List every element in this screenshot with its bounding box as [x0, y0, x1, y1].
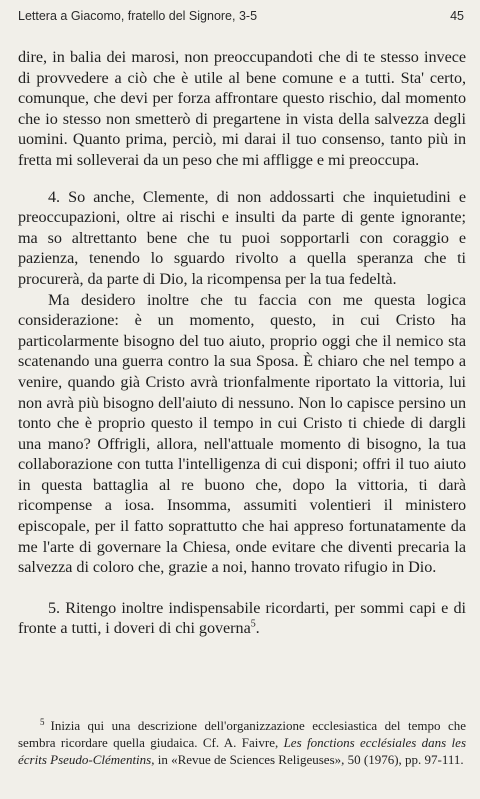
paragraph-4-text: 5. Ritengo inoltre indispensabile ricordarti, per sommi capi e di fronte a tutti, i doveri di chi governa — [18, 598, 466, 638]
paragraph-4: 5. Ritengo inoltre indispensabile ricordarti, per sommi capi e di fronte a tutti, i doveri di chi governa$^5$. — [18, 598, 466, 638]
paragraph-1: dire, in balia dei marosi, non preoccupandoti che di te stesso invece di provvedere a ciò che è utile al bene comune e a tutti. Sta' certo, comunque, che devi per forza affrontare questo rischio, dal momento che io stesso non smetterò di pregartene in vista della salvezza degli uomini. Quanto prima, perciò, mi darai il tuo consenso, tanto più in fretta mi solleverai da un peso che mi affligge e mi preoccupa. — [18, 48, 466, 169]
running-title: Lettera a Giacomo, fratello del Signore, 3-5 — [18, 9, 258, 23]
paragraph-3: Ma desidero inoltre che tu faccia con me questa logica considerazione: è un momento, questo, in cui Cristo ha particolarmente bisogno del tuo aiuto, proprio oggi che il nemico sta scatenando una guerra contro la sua Sposa. È chiaro che nel tempo a venire, quando già Cristo avrà trionfalmente riportato la vittoria, lui non avrà più bisogno dell'aiuto di nessuno. Non lo capisce persino un tonto che è proprio questo il tempo in cui Cristo ti chiede di dargli una mano? Offrigli, allora, nell'attuale momento di bisogno, la tua collaborazione con tutta l'intelligenza di cui disponi; offri il tuo aiuto in questa battaglia al re buono che, dopo la vittoria, ti darà ricompense a iosa. Insomma, assumiti volentieri il ministero episcopale, per il fatto soprattutto che hai appreso fortunatamente da me l'arte di governare la Chiesa, onde evitare che diventi precaria la salvezza di coloro che, grazie a noi, hanno trovato rifugio in Dio. — [18, 290, 466, 577]
page-number: 45 — [450, 9, 464, 23]
paragraph-2: 4. So anche, Clemente, di non addossarti che inquietudini e preoccupazioni, oltre ai rischi e insulti da parte di gente ignorante; ma so altrettanto bene che tu puoi sopportarli con coraggio e pazienza, tenendo lo sguardo rivolto a quella speranza che ti procurerà, da parte di Dio, la ricompensa per la tua fedeltà. — [18, 187, 466, 288]
footnote-reference: 5 — [250, 619, 256, 631]
footnote-number: 5 — [40, 716, 45, 727]
footnote — [18, 717, 466, 769]
main-text — [18, 47, 466, 639]
footnote-cited-title: Les fonctions ecclésiales dans les écrits Pseudo-Clémentins — [18, 735, 466, 768]
running-header — [18, 9, 464, 27]
footnote-text-after-title: , in «Revue de Sciences Religeuses», 50 (1976), pp. 97-111. — [151, 752, 464, 768]
footnote-text-before-title: Inizia qui una descrizione dell'organizzazione ecclesiastica del tempo che sembra ricordare quella giudaica. Cf. A. Faivre, — [18, 718, 466, 751]
